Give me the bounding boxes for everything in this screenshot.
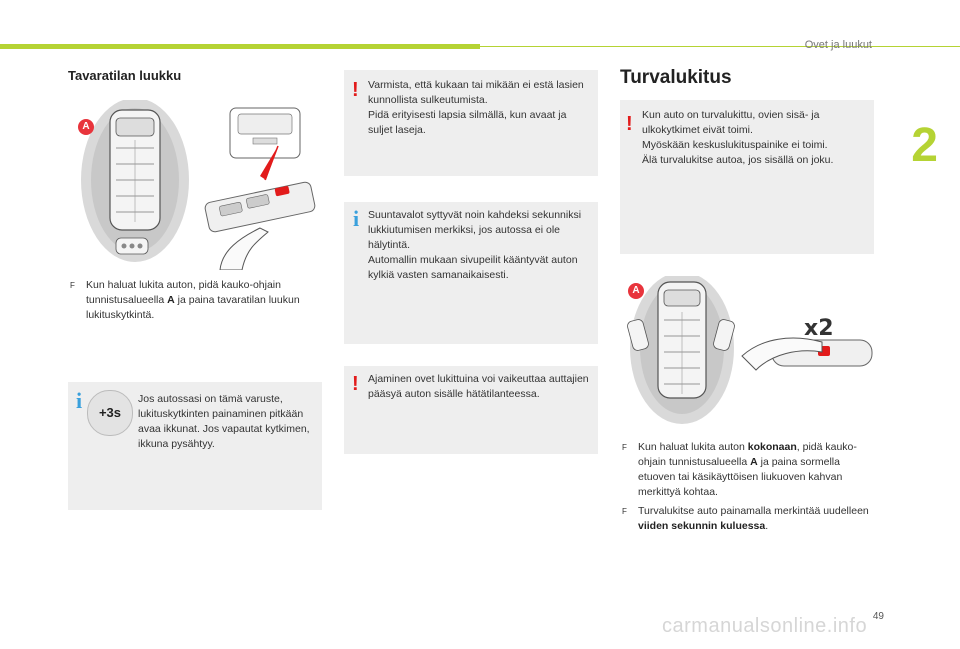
warning-icon: ! (626, 113, 633, 135)
deadlock-warning-text: Kun auto on turvalukittu, ovien sisä- ja ulkokytkimet eivät toimi. Myöskään keskuslukituspainike ei toimi. Älä turvalukitse autoa, jos sisällä on joku. (642, 109, 834, 166)
warning-icon: ! (352, 373, 359, 395)
instruction-emphasis: kokonaan (747, 441, 797, 453)
instruction-emphasis: viiden sekunnin kuluessa (638, 520, 766, 532)
glass-closing-warning-text: Varmista, että kukaan tai mikään ei estä lasien kunnollista sulkeutumista. Pidä erityisesti lapsia silmällä, kun avaat ja suljet laseja. (368, 79, 584, 136)
watermark: carmanualsonline.info (662, 615, 868, 637)
section-label: Ovet ja luukut (804, 39, 872, 51)
zone-a-badge: A (628, 283, 644, 299)
header-accent-bar (0, 44, 480, 49)
tavaratila-heading: Tavaratilan luukku (68, 68, 182, 83)
chapter-number: 2 (911, 119, 938, 172)
info-icon: i (76, 388, 83, 413)
instruction-text-mid: , pidä kauko-ohjain tunnistusalueella (638, 441, 857, 468)
instruction-text: Kun haluat lukita auton, pidä kauko-ohjain tunnistusalueella (86, 279, 281, 306)
window-info-box (68, 382, 322, 510)
indicator-info-box (344, 202, 598, 344)
instruction-text: Turvalukitse auto painamalla merkintää uudelleen (638, 505, 869, 517)
instruction-text-end: ja paina sormella etuoven tai käsikäyttöisen liukuoven kahvan merkittyä kohtaa. (638, 456, 843, 498)
instruction-text-end: ja paina tavaratilan luukun lukituskytkintä. (86, 294, 300, 321)
header-rule (480, 46, 960, 47)
bullet-marker: F (70, 281, 75, 290)
glass-closing-warning-box (344, 70, 598, 176)
plus-3s-badge: +3s (87, 390, 133, 436)
bullet-marker: F (622, 443, 627, 452)
info-icon: i (353, 206, 360, 231)
tailgate-lock-instruction (70, 278, 318, 323)
turvalukitus-heading: Turvalukitus (620, 67, 732, 88)
press-twice-label: x2 (804, 316, 834, 341)
instruction-text-end: . (765, 520, 769, 532)
bullet-marker: F (622, 507, 627, 516)
tailgate-lock-illustration (70, 100, 320, 270)
indicator-info-text: Suuntavalot syttyvät noin kahdeksi sekunniksi lukkiutumisen merkiksi, jos autossa ei ole hälytintä. Automallin mukaan sivupeilit kääntyvät auton kylkiä vasten samanaikaisesti. (368, 209, 582, 281)
deadlock-warning-box (620, 100, 874, 254)
zone-reference: A (750, 456, 758, 468)
deadlock-instruction-2 (622, 504, 872, 534)
deadlock-instruction-1 (622, 440, 872, 500)
zone-reference: A (167, 294, 175, 306)
instruction-text: Kun haluat lukita auton (638, 441, 748, 453)
zone-a-badge: A (78, 119, 94, 135)
window-info-text: Jos autossasi on tämä varuste, lukituskytkinten painaminen pitkään avaa ikkunat. Jos vapautat kytkimen, ikkuna pysähtyy. (138, 393, 310, 450)
locked-driving-warning-text: Ajaminen ovet lukittuina voi vaikeuttaa auttajien pääsyä auton sisälle hätätilanteessa. (368, 373, 589, 400)
locked-driving-warning-box (344, 366, 598, 454)
page-number: 49 (872, 611, 884, 622)
deadlock-illustration (622, 276, 876, 426)
warning-icon: ! (352, 79, 359, 101)
